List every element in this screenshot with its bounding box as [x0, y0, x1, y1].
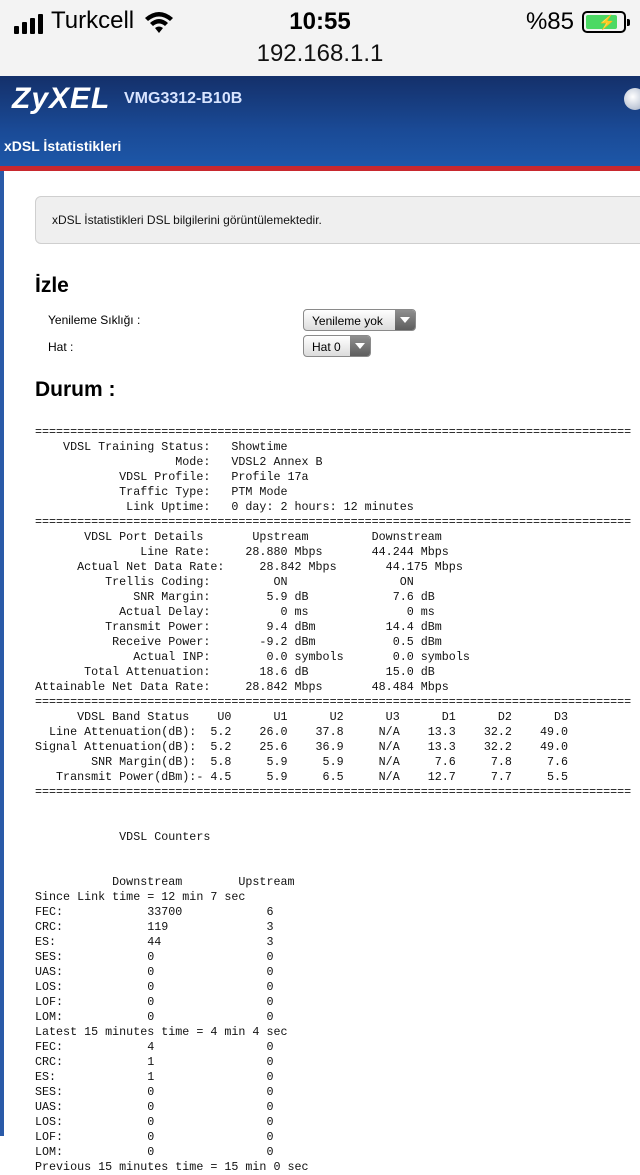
info-box — [35, 196, 640, 244]
address-bar-url[interactable]: 192.168.1.1 — [256, 40, 384, 67]
battery-percent: %85 — [525, 8, 574, 35]
dsl-statistics-text: ===================================================================================== VDSL Training Status: Showtime Mode: VDSL2 Annex B VDSL Profile: Profile 17a Traffic Type: PTM Mode Link Uptime: 0 day: 2 hours: 12 minutes ===================================================================================== VDSL Port Details Upstream Downstream Line Rate: 28.880 Mbps 44.244 Mbps Actual Net Data Rate: 28.842 Mbps 44.175 Mbps Trellis Coding: ON ON SNR Margin: 5.9 dB 7.6 dB Actual Delay: 0 ms 0 ms Transmit Power: 9.4 dBm 14.4 dBm Receive Power: -9.2 dBm 0.5 dBm Actual INP: 0.0 symbols 0.0 symbols Total Attenuation: 18.6 dB 15.0 dB Attainable Net Data Rate: 28.842 Mbps 48.484 Mbps ===================================================================================== VDSL Band Status U0 U1 U2 U3 D1 D2 D3 Line Attenuation(dB): 5.2 26.0 37.8 N/A 13.3 32.2 49.0 Signal Attenuation(dB): 5.2 25.6 36.9 N/A 13.3 32.2 49.0 SNR Margin(dB): 5.8 5.9 5.9 N/A 7.6 7.8 7.6 Transmit Power(dBm):- 4.5 5.9 6.5 N/A 12.7 7.7 5.5 ===================================================================================== VDSL Counters Downstream Upstream Since Link time = 12 min 7 sec FEC: 33700 6 CRC: 119 3 ES: 44 3 SES: 0 0 UAS: 0 0 LOS: 0 0 LOF: 0 0 LOM: 0 0 Latest 15 minutes time = 4 min 4 sec FEC: 4 0 CRC: 1 0 ES: 1 0 SES: 0 0 UAS: 0 0 LOS: 0 0 LOF: 0 0 LOM: 0 0 Previous 15 minutes time = 15 min 0 sec — [35, 425, 632, 1174]
page-title: xDSL İstatistikleri — [4, 138, 122, 154]
frame-border — [0, 171, 4, 1136]
line-select-value: Hat 0 — [312, 340, 341, 354]
refresh-select-value: Yenileme yok — [312, 314, 383, 328]
line-label: Hat : — [48, 340, 74, 354]
refresh-label: Yenileme Sıklığı : — [48, 313, 141, 327]
ios-status-bar — [0, 0, 640, 76]
battery-charging-icon: ⚡ — [582, 11, 626, 33]
model-name: VMG3312-B10B — [124, 90, 243, 107]
refresh-select[interactable] — [303, 309, 416, 331]
monitor-heading: İzle — [35, 274, 69, 297]
header-divider — [0, 166, 640, 171]
globe-icon[interactable] — [624, 88, 640, 110]
clock: 10:55 — [289, 8, 351, 35]
line-select[interactable] — [303, 335, 371, 357]
status-heading: Durum : — [35, 378, 116, 401]
carrier-name: Turkcell — [51, 7, 135, 34]
chevron-down-icon[interactable] — [350, 336, 370, 356]
router-header — [0, 76, 640, 166]
zyxel-logo[interactable]: ZyXEL — [12, 82, 111, 115]
status-right — [526, 8, 626, 36]
info-text: xDSL İstatistikleri DSL bilgilerini görüntülemektedir. — [52, 213, 322, 227]
chevron-down-icon[interactable] — [395, 310, 415, 330]
